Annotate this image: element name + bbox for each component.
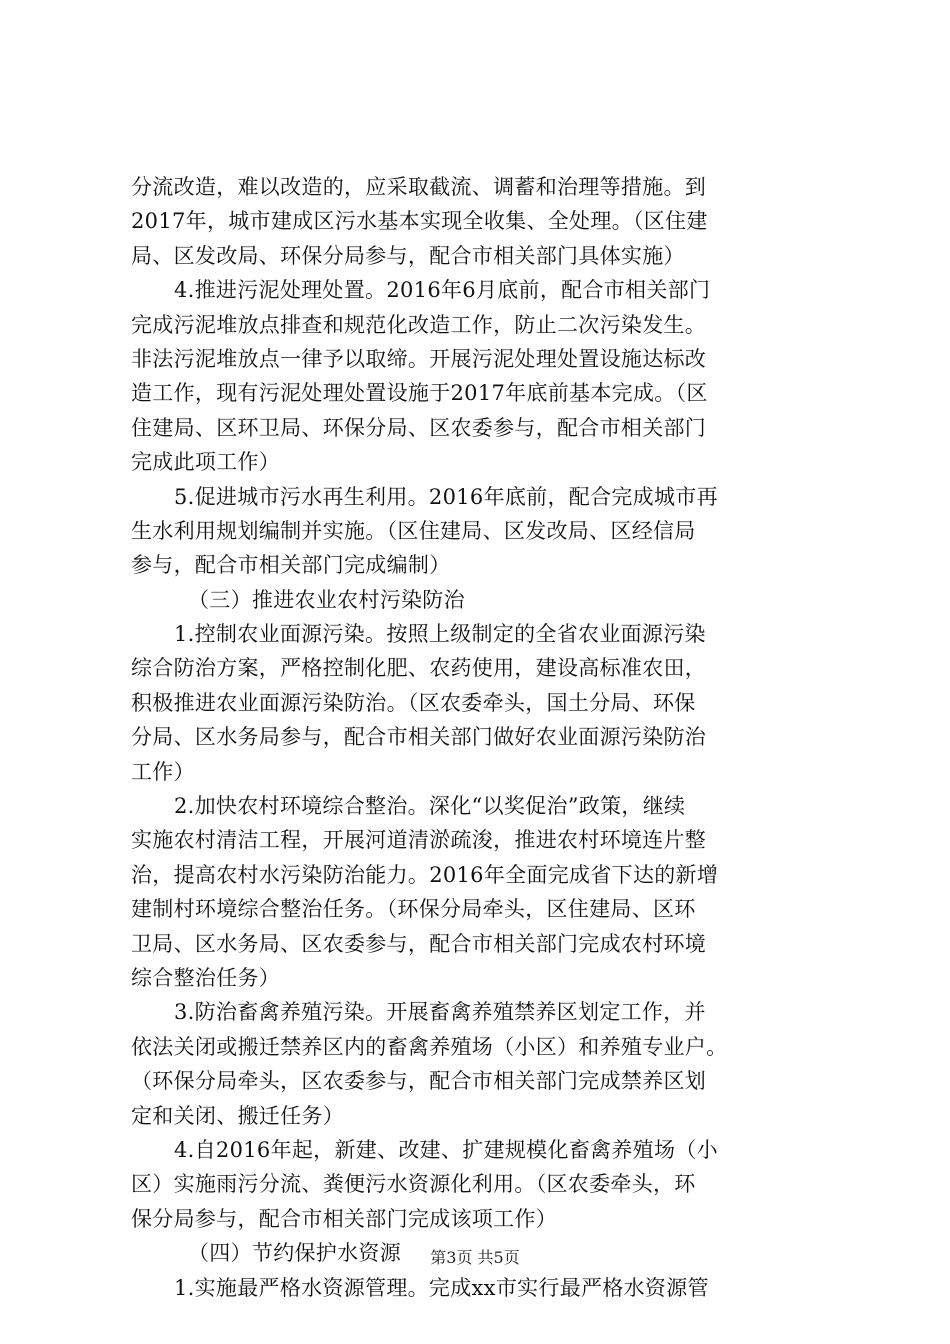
text-line: 局、区发改局、环保分局参与，配合市相关部门具体实施） bbox=[131, 243, 685, 268]
text-line: 参与，配合市相关部门完成编制） bbox=[131, 553, 451, 578]
text-line: 4.推进污泥处理处置。2016年6月底前，配合市相关部门 bbox=[174, 278, 711, 303]
text-line: 治，提高农村水污染防治能力。2016年全面完成省下达的新增 bbox=[131, 862, 719, 887]
text-line: 2017年，城市建成区污水基本实现全收集、全处理。（区住建 bbox=[131, 209, 708, 234]
text-line: 5.促进城市污水再生利用。2016年底前，配合完成城市再 bbox=[174, 484, 718, 509]
text-line: 实施农村清洁工程，开展河道清淤疏浚，推进农村环境连片整 bbox=[131, 828, 707, 853]
text-line: 完成污泥堆放点排查和规范化改造工作，防止二次污染发生。 bbox=[131, 312, 707, 337]
text-line: 生水利用规划编制并实施。（区住建局、区发改局、区经信局 bbox=[131, 518, 696, 543]
text-line: 综合整治任务） bbox=[131, 965, 281, 990]
text-line: 非法污泥堆放点一律予以取缔。开展污泥处理处置设施达标改 bbox=[131, 346, 707, 371]
text-line: 综合防治方案，严格控制化肥、农药使用，建设高标准农田， bbox=[131, 656, 707, 681]
text-line: 保分局参与，配合市相关部门完成该项工作） bbox=[131, 1206, 557, 1231]
document-body bbox=[131, 170, 831, 1305]
text-line: 1.实施最严格水资源管理。完成xx市实行最严格水资源管 bbox=[174, 1275, 709, 1300]
text-line: （环保分局牵头，区农委参与，配合市相关部门完成禁养区划 bbox=[131, 1069, 707, 1094]
text-line: 2.加快农村环境综合整治。深化“以奖促治”政策，继续 bbox=[174, 794, 686, 819]
text-line: 1.控制农业面源污染。按照上级制定的全省农业面源污染 bbox=[174, 622, 706, 647]
text-line: 4.自2016年起，新建、改建、扩建规模化畜禽养殖场（小 bbox=[174, 1137, 718, 1162]
text-line: 依法关闭或搬迁禁养区内的畜禽养殖场（小区）和养殖专业户。 bbox=[131, 1034, 728, 1059]
text-line: 完成此项工作） bbox=[131, 450, 281, 475]
text-line: （四）节约保护水资源 bbox=[188, 1241, 401, 1266]
text-line: 分流改造，难以改造的，应采取截流、调蓄和治理等措施。到 bbox=[131, 175, 707, 199]
text-line: 分局、区水务局参与，配合市相关部门做好农业面源污染防治 bbox=[131, 725, 707, 750]
text-line: 工作） bbox=[131, 759, 195, 784]
text-line: 住建局、区环卫局、环保分局、区农委参与，配合市相关部门 bbox=[131, 415, 707, 440]
text-line: 定和关闭、搬迁任务） bbox=[131, 1103, 344, 1128]
text-line: 区）实施雨污分流、粪便污水资源化利用。（区农委牵头，环 bbox=[131, 1172, 696, 1197]
text-line: 卫局、区水务局、区农委参与，配合市相关部门完成农村环境 bbox=[131, 931, 707, 956]
text-line: 3.防治畜禽养殖污染。开展畜禽养殖禁养区划定工作，并 bbox=[174, 1000, 706, 1025]
page-footer: 第3页 共5页 bbox=[430, 1248, 520, 1267]
text-line: 造工作，现有污泥处理处置设施于2017年底前基本完成。（区 bbox=[131, 381, 708, 406]
text-line: 积极推进农业面源污染防治。（区农委牵头，国土分局、环保 bbox=[131, 690, 696, 715]
text-line: 建制村环境综合整治任务。（环保分局牵头，区住建局、区环 bbox=[131, 897, 696, 922]
text-line: （三）推进农业农村污染防治 bbox=[188, 587, 465, 612]
